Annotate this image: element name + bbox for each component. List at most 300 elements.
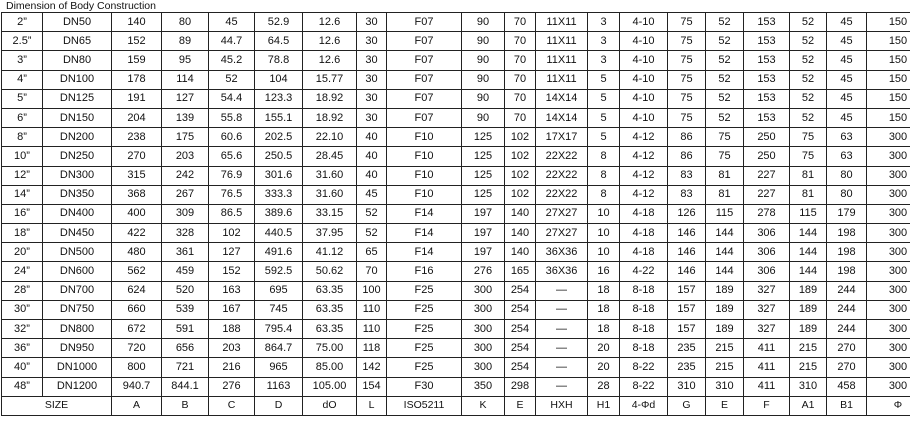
column-header: H1	[588, 396, 620, 415]
table-cell: 52	[357, 204, 387, 223]
table-cell: DN250	[43, 147, 112, 166]
table-cell: 11X11	[536, 13, 588, 32]
table-cell: 8	[588, 166, 620, 185]
table-cell: 189	[790, 281, 827, 300]
table-cell: 104	[255, 70, 303, 89]
table-cell: 30	[357, 108, 387, 127]
table-cell: F25	[387, 320, 462, 339]
table-cell: 30”	[2, 300, 43, 319]
table-cell: 6”	[2, 108, 43, 127]
table-cell: 189	[706, 281, 744, 300]
table-cell: 17X17	[536, 128, 588, 147]
table-cell: 300	[867, 128, 910, 147]
table-cell: 238	[112, 128, 162, 147]
table-cell: 189	[790, 320, 827, 339]
table-cell: DN350	[43, 185, 112, 204]
table-cell: 745	[255, 300, 303, 319]
table-cell: 16”	[2, 204, 43, 223]
table-cell: —	[536, 339, 588, 358]
table-cell: 310	[790, 377, 827, 396]
table-cell: 45	[357, 185, 387, 204]
table-cell: 254	[505, 358, 536, 377]
table-cell: 300	[462, 339, 505, 358]
table-row	[2, 300, 910, 319]
column-header: L	[357, 396, 387, 415]
table-cell: 695	[255, 281, 303, 300]
table-cell: 562	[112, 262, 162, 281]
table-cell: 140	[505, 224, 536, 243]
table-cell: 163	[209, 281, 255, 300]
table-cell: 146	[668, 262, 706, 281]
table-cell: 45	[827, 13, 867, 32]
table-cell: DN200	[43, 128, 112, 147]
table-cell: 140	[112, 13, 162, 32]
column-header: K	[462, 396, 505, 415]
table-cell: 300	[867, 320, 910, 339]
table-cell: 800	[112, 358, 162, 377]
table-cell: 146	[668, 224, 706, 243]
column-header: E	[706, 396, 744, 415]
table-cell: 254	[505, 339, 536, 358]
table-cell: 150	[867, 32, 910, 51]
table-cell: 300	[867, 262, 910, 281]
table-body	[2, 13, 910, 416]
table-cell: 4-12	[620, 166, 668, 185]
table-cell: —	[536, 281, 588, 300]
table-cell: 203	[209, 339, 255, 358]
table-cell: 422	[112, 224, 162, 243]
table-cell: 300	[867, 224, 910, 243]
table-cell: 298	[505, 377, 536, 396]
table-cell: 300	[867, 204, 910, 223]
table-cell: 142	[357, 358, 387, 377]
table-row	[2, 128, 910, 147]
table-cell: 52	[357, 224, 387, 243]
table-cell: 3	[588, 51, 620, 70]
table-cell: 81	[790, 166, 827, 185]
table-cell: F14	[387, 204, 462, 223]
table-cell: 250	[744, 147, 790, 166]
table-cell: F14	[387, 243, 462, 262]
table-cell: 70	[505, 89, 536, 108]
column-header: SIZE	[2, 396, 112, 415]
table-cell: 63.35	[303, 300, 357, 319]
column-header: B	[162, 396, 209, 415]
table-cell: 37.95	[303, 224, 357, 243]
table-cell: 127	[209, 243, 255, 262]
table-cell: 8	[588, 185, 620, 204]
table-cell: 4-18	[620, 224, 668, 243]
table-cell: 309	[162, 204, 209, 223]
table-row	[2, 13, 910, 32]
table-cell: 152	[112, 32, 162, 51]
table-cell: 52	[706, 13, 744, 32]
table-title: Dimension of Body Construction	[6, 0, 156, 12]
table-cell: 80	[162, 13, 209, 32]
table-cell: 52	[706, 32, 744, 51]
table-cell: 235	[668, 339, 706, 358]
table-cell: 150	[867, 108, 910, 127]
table-row	[2, 70, 910, 89]
table-cell: 28	[588, 377, 620, 396]
table-row	[2, 358, 910, 377]
table-cell: 300	[867, 243, 910, 262]
table-cell: 14X14	[536, 108, 588, 127]
table-cell: 197	[462, 243, 505, 262]
table-cell: 70	[505, 108, 536, 127]
table-cell: 118	[357, 339, 387, 358]
table-cell: 10	[588, 243, 620, 262]
table-cell: 267	[162, 185, 209, 204]
table-cell: 10	[588, 224, 620, 243]
table-cell: 20	[588, 339, 620, 358]
table-cell: 175	[162, 128, 209, 147]
table-cell: 720	[112, 339, 162, 358]
table-cell: 864.7	[255, 339, 303, 358]
table-cell: 139	[162, 108, 209, 127]
table-cell: 52	[209, 70, 255, 89]
table-cell: 153	[744, 89, 790, 108]
table-cell: 83	[668, 166, 706, 185]
table-cell: 18	[588, 320, 620, 339]
column-header: dO	[303, 396, 357, 415]
table-cell: 89	[162, 32, 209, 51]
header-row	[2, 396, 910, 415]
table-cell: 300	[867, 185, 910, 204]
table-cell: 14X14	[536, 89, 588, 108]
table-cell: 63	[827, 128, 867, 147]
table-cell: 327	[744, 320, 790, 339]
table-cell: 276	[462, 262, 505, 281]
table-cell: 11X11	[536, 70, 588, 89]
table-cell: DN950	[43, 339, 112, 358]
table-cell: 440.5	[255, 224, 303, 243]
table-cell: 4-10	[620, 108, 668, 127]
table-cell: 189	[790, 300, 827, 319]
table-cell: 179	[827, 204, 867, 223]
table-cell: 75	[790, 147, 827, 166]
table-cell: 102	[209, 224, 255, 243]
table-cell: 10”	[2, 147, 43, 166]
table-cell: 300	[462, 320, 505, 339]
table-cell: 198	[827, 262, 867, 281]
table-cell: 227	[744, 166, 790, 185]
table-cell: 27X27	[536, 204, 588, 223]
table-cell: 624	[112, 281, 162, 300]
table-cell: 4”	[2, 70, 43, 89]
table-cell: 244	[827, 281, 867, 300]
table-cell: 5”	[2, 89, 43, 108]
table-cell: 81	[790, 185, 827, 204]
table-cell: 52.9	[255, 13, 303, 32]
table-cell: DN1200	[43, 377, 112, 396]
table-cell: 4-10	[620, 89, 668, 108]
table-cell: 400	[112, 204, 162, 223]
table-cell: 12.6	[303, 32, 357, 51]
column-header: F	[744, 396, 790, 415]
table-cell: 55.8	[209, 108, 255, 127]
table-cell: 254	[505, 300, 536, 319]
table-cell: F10	[387, 128, 462, 147]
table-row	[2, 262, 910, 281]
table-cell: 20”	[2, 243, 43, 262]
table-row	[2, 243, 910, 262]
table-cell: 125	[462, 166, 505, 185]
table-cell: 75.00	[303, 339, 357, 358]
table-cell: 75	[668, 89, 706, 108]
column-header: A	[112, 396, 162, 415]
table-cell: DN300	[43, 166, 112, 185]
table-cell: 76.5	[209, 185, 255, 204]
table-cell: 20	[588, 358, 620, 377]
table-cell: 8-22	[620, 377, 668, 396]
table-cell: 8-18	[620, 339, 668, 358]
table-cell: DN500	[43, 243, 112, 262]
table-cell: 361	[162, 243, 209, 262]
table-cell: 40”	[2, 358, 43, 377]
table-cell: 4-18	[620, 243, 668, 262]
table-cell: 63	[827, 147, 867, 166]
table-cell: DN80	[43, 51, 112, 70]
table-cell: F07	[387, 89, 462, 108]
table-cell: 146	[668, 243, 706, 262]
table-cell: 75	[706, 147, 744, 166]
table-row	[2, 89, 910, 108]
table-cell: F10	[387, 147, 462, 166]
table-cell: 45.2	[209, 51, 255, 70]
table-cell: DN700	[43, 281, 112, 300]
table-cell: 306	[744, 262, 790, 281]
table-cell: 90	[462, 51, 505, 70]
table-cell: 3	[588, 32, 620, 51]
table-cell: 672	[112, 320, 162, 339]
column-header: HXH	[536, 396, 588, 415]
table-cell: 188	[209, 320, 255, 339]
table-cell: 153	[744, 51, 790, 70]
table-cell: DN450	[43, 224, 112, 243]
table-cell: 310	[706, 377, 744, 396]
table-cell: 3”	[2, 51, 43, 70]
table-row	[2, 166, 910, 185]
table-cell: 242	[162, 166, 209, 185]
table-cell: 44.7	[209, 32, 255, 51]
table-cell: 4-22	[620, 262, 668, 281]
column-header: G	[668, 396, 706, 415]
table-cell: 197	[462, 224, 505, 243]
table-cell: 27X27	[536, 224, 588, 243]
table-cell: 86	[668, 147, 706, 166]
table-cell: 125	[462, 185, 505, 204]
table-cell: 36X36	[536, 262, 588, 281]
table-cell: 45	[209, 13, 255, 32]
table-cell: 32”	[2, 320, 43, 339]
table-cell: 4-10	[620, 13, 668, 32]
table-cell: 78.8	[255, 51, 303, 70]
table-cell: 105.00	[303, 377, 357, 396]
table-cell: 660	[112, 300, 162, 319]
table-cell: 52	[706, 51, 744, 70]
table-cell: 110	[357, 300, 387, 319]
table-cell: 300	[867, 147, 910, 166]
table-cell: 5	[588, 128, 620, 147]
table-cell: 301.6	[255, 166, 303, 185]
table-cell: DN150	[43, 108, 112, 127]
table-cell: 40	[357, 128, 387, 147]
table-cell: 4-18	[620, 204, 668, 223]
table-cell: 45	[827, 108, 867, 127]
table-cell: 178	[112, 70, 162, 89]
table-row	[2, 377, 910, 396]
table-cell: 30	[357, 89, 387, 108]
table-cell: 215	[706, 358, 744, 377]
table-cell: 33.15	[303, 204, 357, 223]
table-cell: 40	[357, 147, 387, 166]
table-cell: 254	[505, 281, 536, 300]
table-cell: 215	[790, 339, 827, 358]
table-cell: 591	[162, 320, 209, 339]
table-row	[2, 204, 910, 223]
table-cell: 2”	[2, 13, 43, 32]
table-cell: 300	[867, 358, 910, 377]
table-cell: 30	[357, 13, 387, 32]
table-cell: 215	[790, 358, 827, 377]
table-cell: 60.6	[209, 128, 255, 147]
table-cell: 300	[867, 339, 910, 358]
table-cell: 31.60	[303, 185, 357, 204]
table-cell: 81	[706, 185, 744, 204]
table-cell: 115	[790, 204, 827, 223]
table-cell: 411	[744, 339, 790, 358]
table-cell: 4-10	[620, 51, 668, 70]
table-cell: 86	[668, 128, 706, 147]
table-cell: 458	[827, 377, 867, 396]
table-cell: 83	[668, 185, 706, 204]
table-cell: 75	[668, 108, 706, 127]
table-cell: 52	[706, 108, 744, 127]
table-cell: 41.12	[303, 243, 357, 262]
table-cell: 11X11	[536, 51, 588, 70]
table-cell: 5	[588, 108, 620, 127]
table-cell: 127	[162, 89, 209, 108]
table-cell: 150	[867, 51, 910, 70]
table-cell: 306	[744, 243, 790, 262]
table-cell: 90	[462, 13, 505, 32]
table-cell: 40	[357, 166, 387, 185]
column-header: E	[505, 396, 536, 415]
table-cell: 125	[462, 147, 505, 166]
table-cell: 3	[588, 13, 620, 32]
table-cell: DN100	[43, 70, 112, 89]
column-header: C	[209, 396, 255, 415]
table-cell: 191	[112, 89, 162, 108]
table-cell: 64.5	[255, 32, 303, 51]
table-cell: 14”	[2, 185, 43, 204]
table-cell: 100	[357, 281, 387, 300]
table-cell: 63.35	[303, 320, 357, 339]
table-cell: 18	[588, 281, 620, 300]
table-cell: 28”	[2, 281, 43, 300]
table-cell: 592.5	[255, 262, 303, 281]
table-cell: 328	[162, 224, 209, 243]
column-header: D	[255, 396, 303, 415]
table-cell: 306	[744, 224, 790, 243]
table-cell: 110	[357, 320, 387, 339]
table-cell: F07	[387, 13, 462, 32]
table-cell: 70	[505, 32, 536, 51]
table-cell: —	[536, 320, 588, 339]
table-row	[2, 339, 910, 358]
table-cell: F07	[387, 70, 462, 89]
table-cell: 65.6	[209, 147, 255, 166]
table-cell: 327	[744, 281, 790, 300]
table-cell: 70	[505, 51, 536, 70]
table-cell: 491.6	[255, 243, 303, 262]
table-cell: F25	[387, 358, 462, 377]
table-row	[2, 320, 910, 339]
table-cell: 4-10	[620, 32, 668, 51]
table-cell: 153	[744, 13, 790, 32]
table-cell: F10	[387, 185, 462, 204]
table-cell: DN50	[43, 13, 112, 32]
table-cell: 36X36	[536, 243, 588, 262]
table-cell: 368	[112, 185, 162, 204]
table-cell: 1163	[255, 377, 303, 396]
table-cell: 198	[827, 243, 867, 262]
table-cell: 844.1	[162, 377, 209, 396]
table-cell: 52	[790, 89, 827, 108]
table-cell: 140	[505, 243, 536, 262]
table-cell: 165	[505, 262, 536, 281]
table-cell: 95	[162, 51, 209, 70]
table-cell: 965	[255, 358, 303, 377]
table-cell: 350	[462, 377, 505, 396]
table-cell: 8-18	[620, 320, 668, 339]
table-cell: 411	[744, 377, 790, 396]
column-header: Φ	[867, 396, 910, 415]
table-row	[2, 224, 910, 243]
table-cell: 45	[827, 51, 867, 70]
table-cell: 5	[588, 89, 620, 108]
table-cell: 300	[462, 358, 505, 377]
table-cell: —	[536, 300, 588, 319]
table-cell: 28.45	[303, 147, 357, 166]
table-cell: 52	[706, 70, 744, 89]
table-cell: 215	[706, 339, 744, 358]
table-cell: 125	[462, 128, 505, 147]
table-cell: 4-10	[620, 70, 668, 89]
table-cell: 63.35	[303, 281, 357, 300]
table-cell: 144	[790, 243, 827, 262]
table-cell: DN65	[43, 32, 112, 51]
column-header: B1	[827, 396, 867, 415]
table-cell: 167	[209, 300, 255, 319]
table-cell: 80	[827, 166, 867, 185]
table-cell: 22X22	[536, 166, 588, 185]
table-cell: 126	[668, 204, 706, 223]
table-cell: 12.6	[303, 13, 357, 32]
table-cell: 278	[744, 204, 790, 223]
table-cell: 22X22	[536, 147, 588, 166]
table-cell: 270	[112, 147, 162, 166]
table-cell: 102	[505, 166, 536, 185]
table-cell: 276	[209, 377, 255, 396]
table-cell: 333.3	[255, 185, 303, 204]
table-cell: 202.5	[255, 128, 303, 147]
table-cell: 721	[162, 358, 209, 377]
table-cell: 4-12	[620, 128, 668, 147]
table-cell: 102	[505, 147, 536, 166]
table-cell: 8-18	[620, 300, 668, 319]
